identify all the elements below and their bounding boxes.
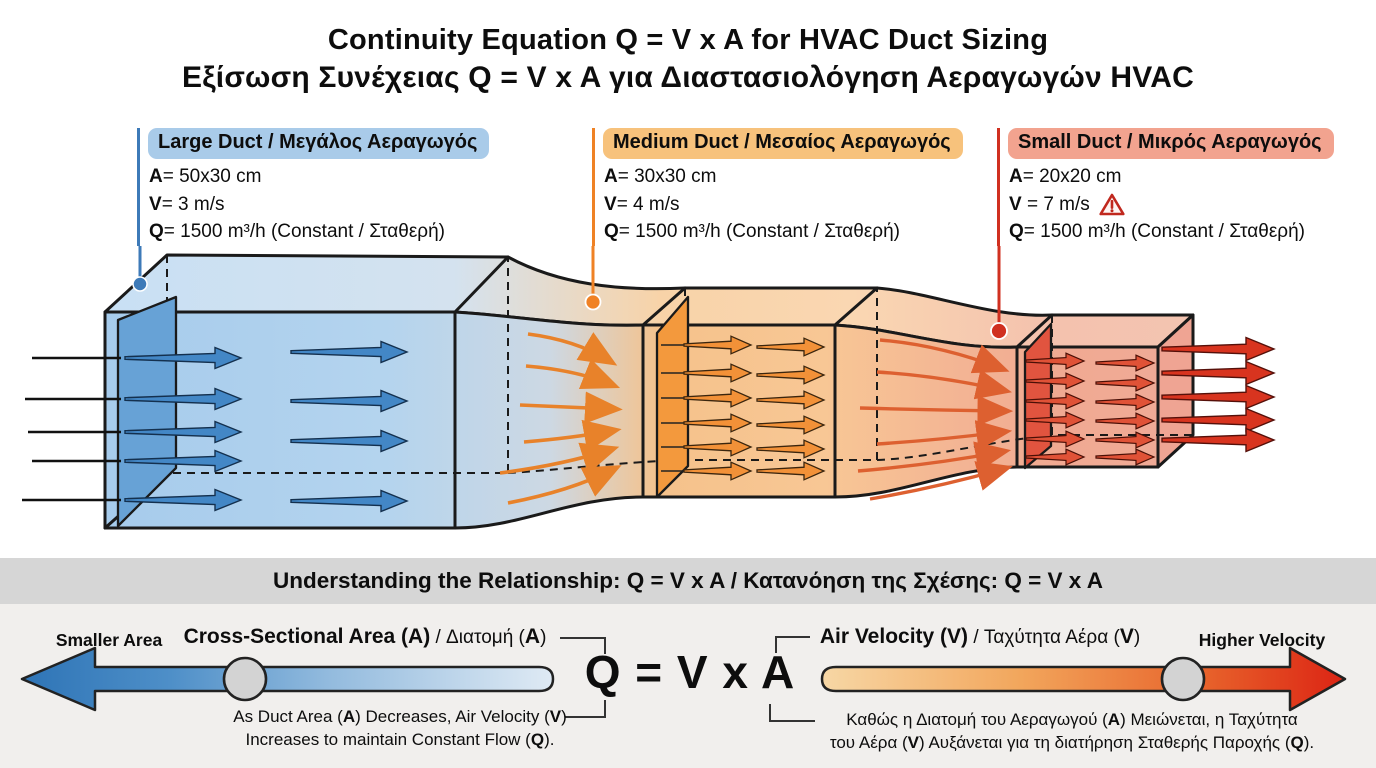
large-duct-flow: Q = 1500 m³/h (Constant / Σταθερή) — [149, 221, 445, 242]
area-arrow — [22, 648, 553, 710]
medium-duct-velocity: V = 4 m/s — [604, 193, 680, 215]
velocity-slider-knob — [1162, 658, 1204, 700]
velocity-caption-line2: του Αέρα (V) Αυξάνεται για τη διατήρηση Σταθερής Παροχής (Q). — [829, 732, 1315, 752]
large-duct-header: Large Duct / Μεγάλος Αεραγωγός — [148, 128, 489, 159]
area-caption — [140, 706, 660, 751]
velocity-caption — [782, 709, 1362, 754]
medium-duct-label — [592, 128, 963, 246]
higher-velocity-label: Higher Velocity — [1198, 630, 1326, 650]
small-duct-area: A = 20x20 cm — [1009, 166, 1122, 187]
smaller-area-label: Smaller Area — [55, 630, 163, 650]
velocity-slider — [822, 648, 1345, 710]
title-english: Continuity Equation Q = V x A for HVAC Duct Sizing — [327, 24, 1049, 56]
area-slider — [22, 648, 553, 710]
medium-duct-flow: Q = 1500 m³/h (Constant / Σταθερή) — [604, 221, 900, 242]
relationship-bar: Understanding the Relationship: Q = V x A / Κατανόηση της Σχέσης: Q = V x A — [0, 558, 1376, 604]
small-duct-velocity — [1009, 191, 1334, 219]
small-duct-velocity-text: V = 7 m/s — [1009, 193, 1090, 215]
velocity-heading: Air Velocity (V) / Ταχύτητα Αέρα (V) — [819, 625, 1141, 648]
area-heading: Cross-Sectional Area (A) / Διατομή (A) — [183, 625, 547, 648]
large-duct-area: A = 50x30 cm — [149, 166, 262, 187]
small-connector-dot — [991, 323, 1007, 339]
area-caption-line2: Increases to maintain Constant Flow (Q). — [245, 729, 555, 749]
large-duct-label — [137, 128, 489, 246]
velocity-caption-line1: Καθώς η Διατομή του Αεραγωγού (A) Μειώνεται, η Ταχύτητα — [846, 710, 1298, 729]
area-slider-knob — [224, 658, 266, 700]
velocity-arrow — [822, 648, 1345, 710]
small-duct-header: Small Duct / Μικρός Αεραγωγός — [1008, 128, 1334, 159]
large-connector-dot — [133, 277, 147, 291]
medium-duct-header: Medium Duct / Μεσαίος Αεραγωγός — [603, 128, 963, 159]
title-greek: Εξίσωση Συνέχειας Q = V x A για Διαστασιολόγηση Αεραγωγών HVAC — [182, 61, 1194, 94]
formula-text: Q = V x A — [584, 646, 796, 698]
small-duct-label — [997, 128, 1334, 246]
large-duct-velocity: V = 3 m/s — [149, 193, 225, 215]
duct-diagram — [0, 245, 1376, 555]
medium-connector-dot — [586, 295, 601, 310]
small-duct-flow: Q = 1500 m³/h (Constant / Σταθερή) — [1009, 221, 1305, 242]
warning-icon — [1099, 193, 1125, 216]
medium-duct-area: A = 30x30 cm — [604, 166, 717, 187]
medium-inlet-face — [657, 297, 688, 497]
area-caption-line1: As Duct Area (A) Decreases, Air Velocity (V) — [233, 707, 567, 726]
page-title — [0, 22, 1376, 96]
